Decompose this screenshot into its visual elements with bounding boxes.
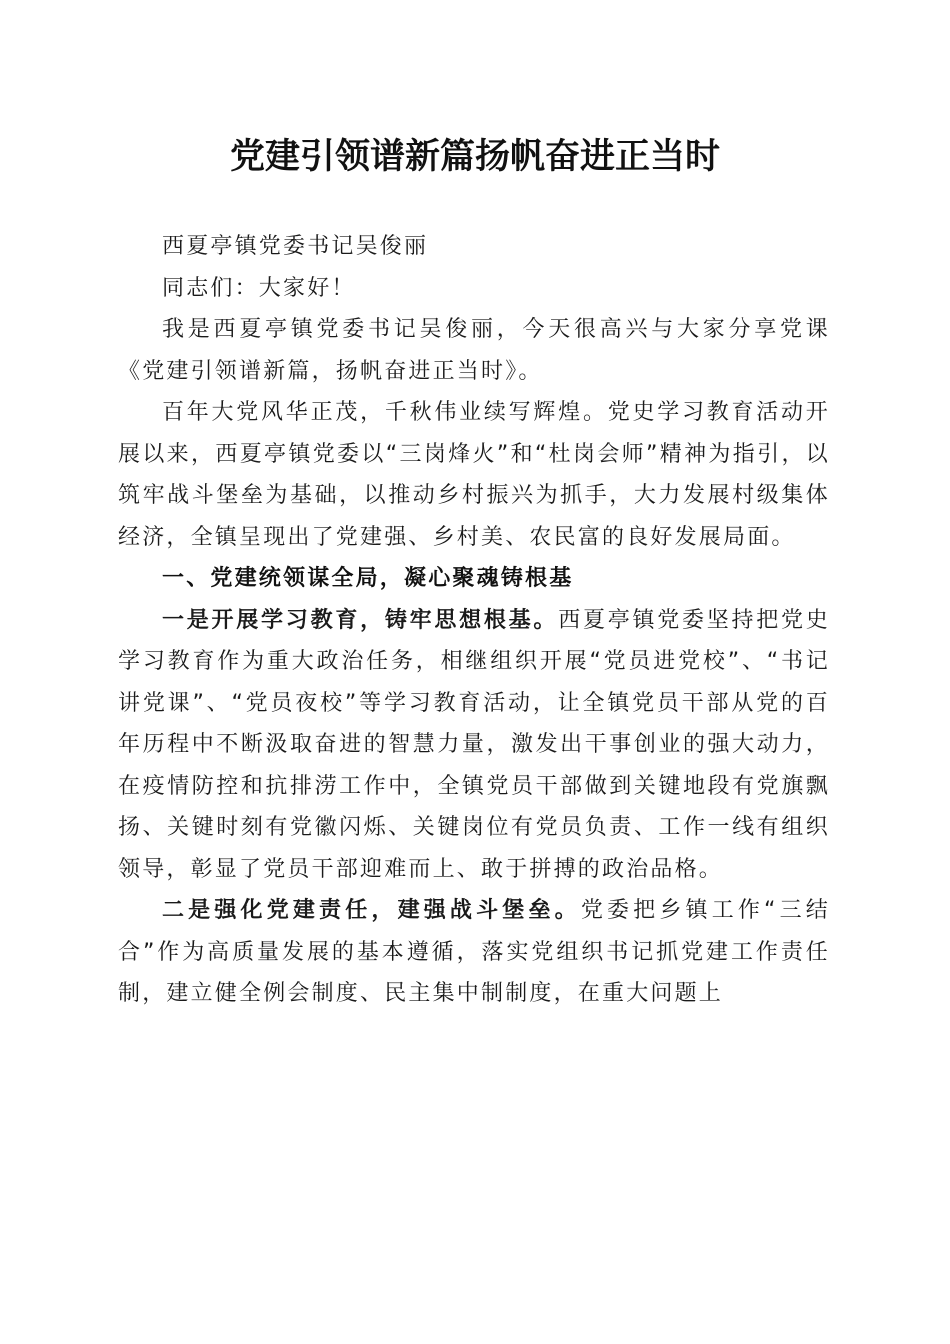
greeting: 同志们：大家好！ xyxy=(162,275,356,301)
section-item-text: 西夏亭镇党委坚持把党史学习教育作为重大政治任务，相继组织开展“党员进党校”、“书记讲党课”、“党员夜校”等学习教育活动，让全镇党员干部从党的百年历程中不断汲取奋进的智慧力量，激发出干事创业的强大动力，在疫情防控和抗排涝工作中，全镇党员干部做到关键地段有党旗飘扬、关键时刻有党徽闪烁、关键岗位有党员负责、工作一线有组织领导，彰显了党员干部迎难而上、敢于拼搏的政治品格。 xyxy=(118,607,831,882)
section-item-paragraph xyxy=(118,600,830,891)
author-line: 西夏亭镇党委书记吴俊丽 xyxy=(162,234,429,259)
section-heading: 一、党建统领谋全局，凝心聚魂铸根基 xyxy=(162,566,574,591)
intro-paragraph: 我是西夏亭镇党委书记吴俊丽，今天很高兴与大家分享党课《党建引领谱新篇，扬帆奋进正当时》。 xyxy=(118,317,830,384)
section-item-lead: 二是强化党建责任，建强战斗堡垒。 xyxy=(162,898,581,923)
section-item-paragraph xyxy=(118,890,830,1015)
section-item-lead: 一是开展学习教育，铸牢思想根基。 xyxy=(162,607,559,633)
overview-paragraph: 百年大党风华正茂，千秋伟业续写辉煌。党史学习教育活动开展以来，西夏亭镇党委以“三岗烽火”和“杜岗会师”精神为指引，以筑牢战斗堡垒为基础，以推动乡村振兴为抓手，大力发展村级集体经济，全镇呈现出了党建强、乡村美、农民富的良好发展局面。 xyxy=(118,400,830,550)
section-item-text: 党委把乡镇工作“三结合”作为高质量发展的基本遵循，落实党组织书记抓党建工作责任制，建立健全例会制度、民主集中制制度，在重大问题上 xyxy=(118,898,830,1006)
document-body xyxy=(118,226,830,1015)
document-title: 党建引领谱新篇扬帆奋进正当时 xyxy=(229,136,720,177)
